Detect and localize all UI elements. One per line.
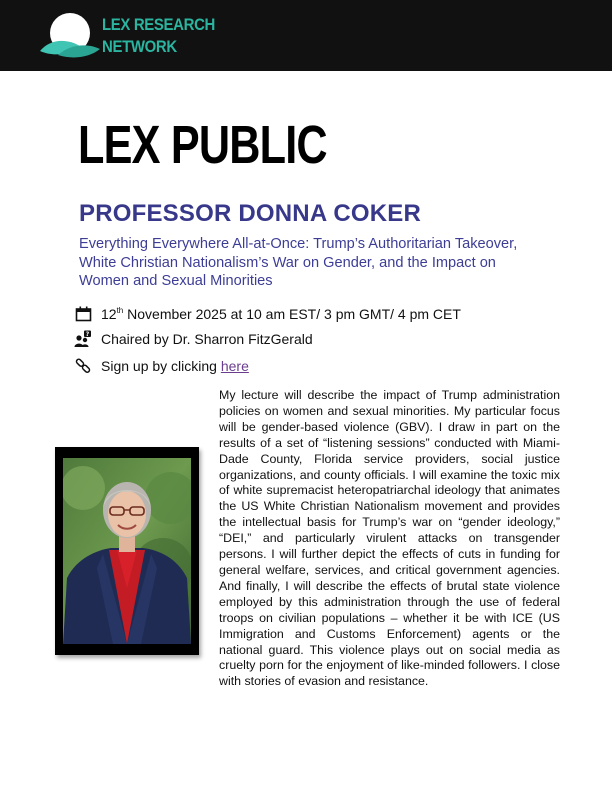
header-banner [0, 0, 612, 71]
signup-link[interactable]: here [220, 358, 249, 374]
logo-wordmark [102, 14, 230, 58]
signup-row [74, 356, 249, 376]
event-date-time [101, 306, 461, 322]
speaker-photo [55, 447, 199, 655]
chair-text: Chaired by Dr. Sharron FitzGerald [101, 331, 313, 347]
network-logo-icon [36, 11, 102, 63]
chair-row [74, 329, 313, 349]
speaker-name: PROFESSOR DONNA COKER [79, 200, 422, 227]
date-row [74, 304, 461, 324]
link-icon [74, 357, 92, 375]
signup-prefix: Sign up by clicking [101, 358, 221, 374]
people-question-icon [74, 330, 92, 348]
event-series-title: LEX PUBLIC [78, 115, 327, 175]
date-suffix: th [116, 306, 124, 315]
speaker-portrait [63, 458, 191, 644]
svg-text:?: ? [85, 331, 90, 338]
calendar-icon [74, 305, 92, 323]
date-rest: November 2025 at 10 am EST/ 3 pm GMT/ 4 pm CET [123, 306, 461, 322]
lecture-title: Everything Everywhere All-at-Once: Trump’s Authoritarian Takeover, White Christian Nationalism’s War on Gender, and the Impact on Women and Sexual Minorities [79, 236, 518, 289]
signup-text [101, 358, 249, 374]
lecture-abstract: My lecture will describe the impact of Trump administration policies on women and sexual minorities. My particular focus will be gender-based violence (GBV). I draw in part on the results of a set of “listening sessions” conducted with Miami-Dade County, Florida service providers, social justice organizations, and county officials. I will examine the toxic mix of white supremacist heteropatriarchal ideology that animates the US White Christian Nationalism movement and provides the intellectual basis for Trump’s war on “gender ideology,” “DEI,” and particularly virulent attacks on transgender persons. I will further depict the effects of cuts in funding for general welfare, services, and critical government agencies. And finally, I will describe the effects of brutal state violence employed by this administration through the use of federal troops on civilian populations – whether it be with ICE (US Immigration and Customs Enforcement) agents or the national guard. This violence plays out on social media as cruelty porn for the enjoyment of like-minded followers. I close with stories of evasion and resistance. [219, 388, 560, 689]
logo-line-2: NETWORK [102, 37, 177, 56]
logo-line-1: LEX RESEARCH [102, 15, 215, 34]
date-day: 12 [101, 306, 117, 322]
